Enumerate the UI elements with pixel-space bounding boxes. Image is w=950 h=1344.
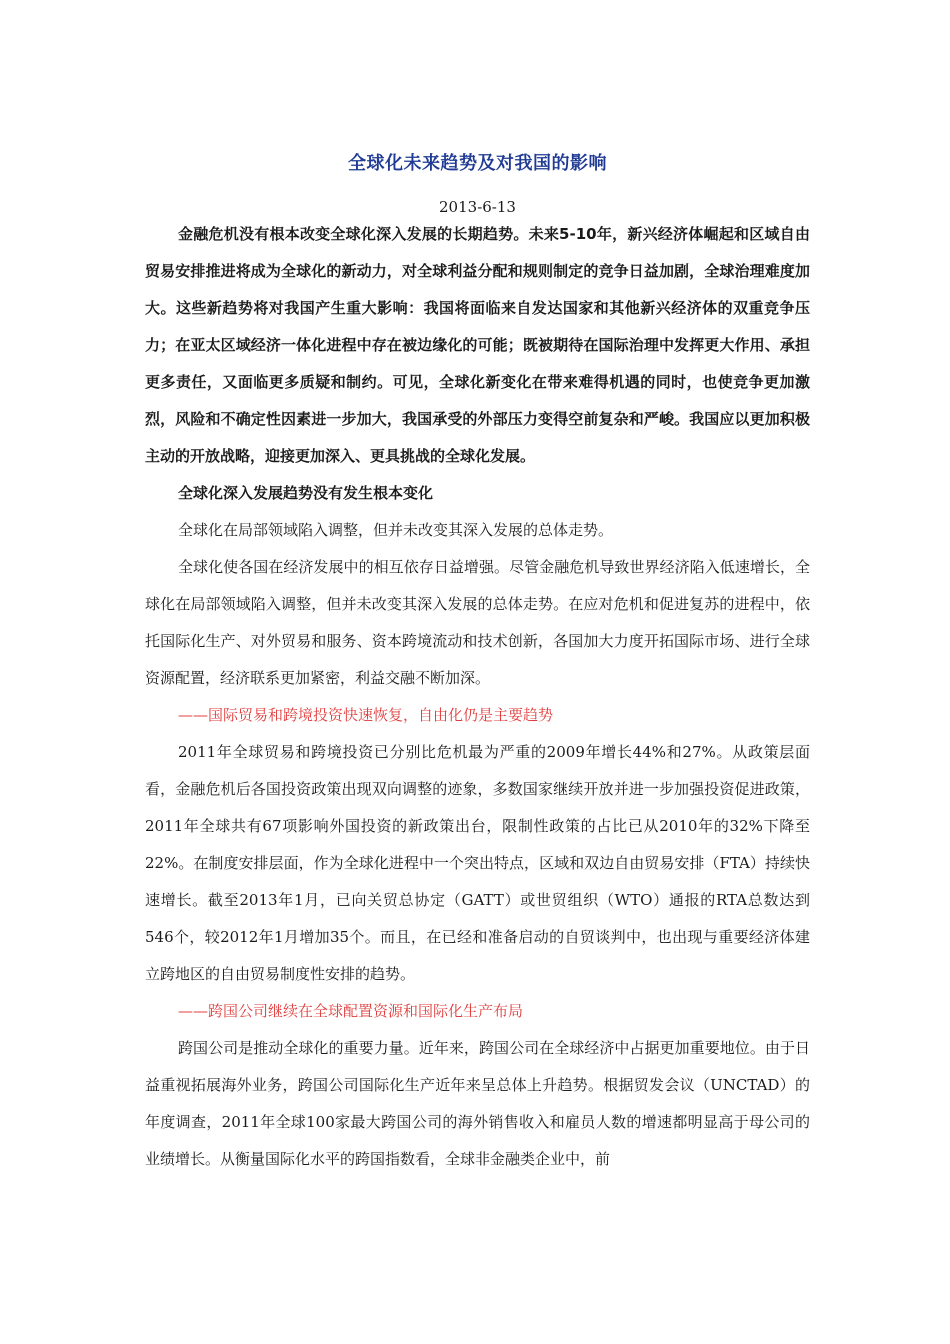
body-paragraph: 跨国公司是推动全球化的重要力量。近年来，跨国公司在全球经济中占据更加重要地位。由于日益重视拓展海外业务，跨国公司国际化生产近年来呈总体上升趋势。根据贸发会议（UNCTAD）的年度调查，2011年全球100家最大跨国公司的海外销售收入和雇员人数的增速都明显高于母公司的业绩增长。从衡量国际化水平的跨国指数看，全球非金融类企业中，前 (145, 1039, 810, 1168)
document-page (145, 150, 810, 1178)
subsection-heading: ——跨国公司继续在全球配置资源和国际化生产布局 (178, 1002, 524, 1020)
subsection-heading: ——国际贸易和跨境投资快速恢复，自由化仍是主要趋势 (178, 706, 554, 724)
body-paragraph: 2011年全球贸易和跨境投资已分别比危机最为严重的2009年增长44%和27%。从政策层面看，金融危机后各国投资政策出现双向调整的迹象，多数国家继续开放并进一步加强投资促进政策，2011年全球共有67项影响外国投资的新政策出台，限制性政策的占比已从2010年的32%下降至22%。在制度安排层面，作为全球化进程中一个突出特点，区域和双边自由贸易安排（FTA）持续快速增长。截至2013年1月，已向关贸总协定（GATT）或世贸组织（WTO）通报的RTA总数达到546个，较2012年1月增加35个。而且，在已经和准备启动的自贸谈判中，也出现与重要经济体建立跨地区的自由贸易制度性安排的趋势。 (145, 743, 810, 983)
body-paragraph: 全球化使各国在经济发展中的相互依存日益增强。尽管金融危机导致世界经济陷入低速增长，全球化在局部领域陷入调整，但并未改变其深入发展的总体走势。在应对危机和促进复苏的进程中，依托国际化生产、对外贸易和服务、资本跨境流动和技术创新，各国加大力度开拓国际市场、进行全球资源配置，经济联系更加紧密，利益交融不断加深。 (145, 558, 810, 687)
document-title: 全球化未来趋势及对我国的影响 (348, 153, 607, 174)
body-paragraph: 全球化在局部领域陷入调整，但并未改变其深入发展的总体走势。 (178, 521, 614, 539)
abstract-paragraph: 金融危机没有根本改变全球化深入发展的长期趋势。未来5-10年，新兴经济体崛起和区域自由贸易安排推进将成为全球化的新动力，对全球利益分配和规则制定的竞争日益加剧，全球治理难度加大。这些新趋势将对我国产生重大影响：我国将面临来自发达国家和其他新兴经济体的双重竞争压力；在亚太区域经济一体化进程中存在被边缘化的可能；既被期待在国际治理中发挥更大作用、承担更多责任，又面临更多质疑和制约。可见，全球化新变化在带来难得机遇的同时，也使竞争更加激烈，风险和不确定性因素进一步加大，我国承受的外部压力变得空前复杂和严峻。我国应以更加积极主动的开放战略，迎接更加深入、更具挑战的全球化发展。 (145, 225, 810, 465)
section-heading: 全球化深入发展趋势没有发生根本变化 (178, 484, 434, 502)
document-date: 2013-6-13 (439, 198, 516, 216)
